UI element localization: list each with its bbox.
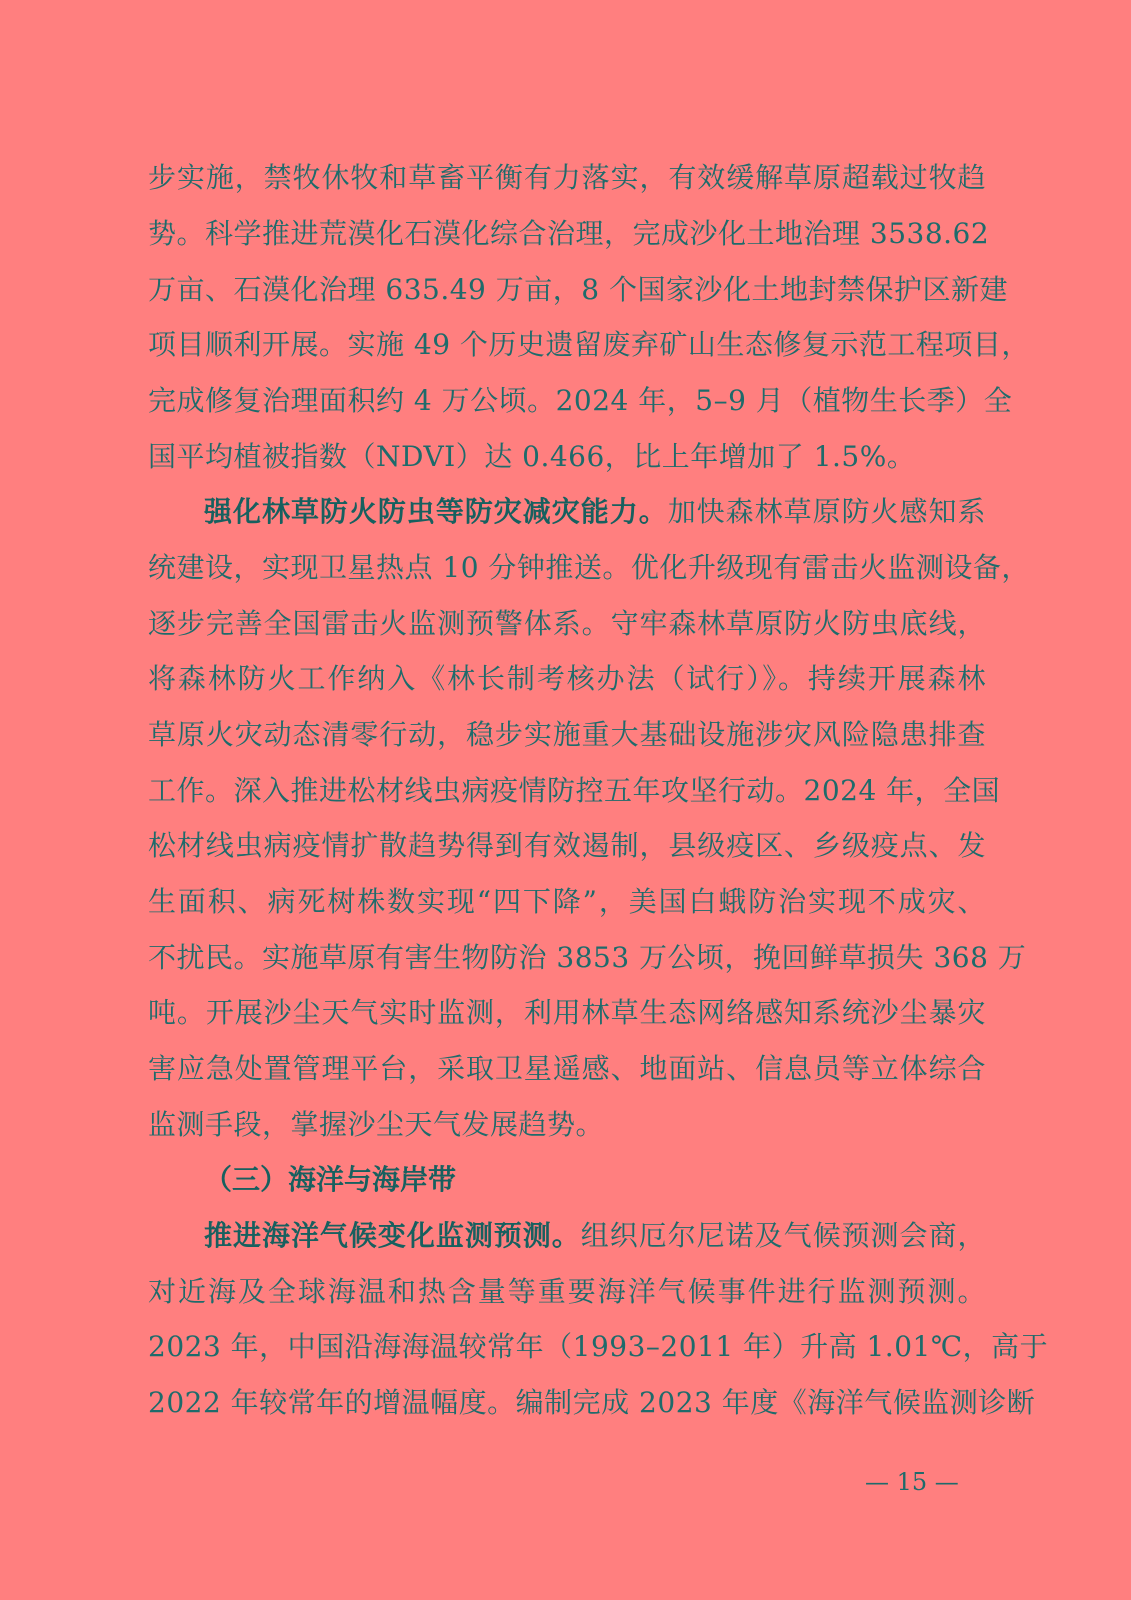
section-heading: （三）海洋与海岸带 xyxy=(204,1163,457,1196)
paragraph-line: 万亩、石漠化治理 635.49 万亩，8 个国家沙化土地封禁保护区新建 xyxy=(148,273,1008,306)
paragraph-first-line xyxy=(204,492,986,532)
paragraph-line: 逐步完善全国雷击火监测预警体系。守牢森林草原防火防虫底线， xyxy=(148,607,986,640)
paragraph-line: 2023 年，中国沿海海温较常年（1993–2011 年）升高 1.01℃，高于 xyxy=(148,1330,1049,1363)
paragraph-line: 草原火灾动态清零行动，稳步实施重大基础设施涉灾风险隐患排查 xyxy=(148,718,986,751)
paragraph-lead: 强化林草防火防虫等防灾减灾能力。 xyxy=(204,495,668,528)
paragraph-line: 2022 年较常年的增温幅度。编制完成 2023 年度《海洋气候监测诊断 xyxy=(148,1386,1036,1419)
paragraph-line: 对近海及全球海温和热含量等重要海洋气候事件进行监测预测。 xyxy=(148,1275,986,1308)
paragraph-line: 完成修复治理面积约 4 万公顷。2024 年，5–9 月（植物生长季）全 xyxy=(148,384,1013,417)
paragraph-line: 吨。开展沙尘天气实时监测，利用林草生态网络感知系统沙尘暴灾 xyxy=(148,996,986,1029)
paragraph-line: 国平均植被指数（NDVI）达 0.466，比上年增加了 1.5%。 xyxy=(148,440,916,473)
paragraph-text: 加快森林草原防火感知系 xyxy=(667,495,986,528)
paragraph-line: 步实施，禁牧休牧和草畜平衡有力落实，有效缓解草原超载过牧趋 xyxy=(148,161,986,194)
paragraph-line: 害应急处置管理平台，采取卫星遥感、地面站、信息员等立体综合 xyxy=(148,1052,986,1085)
paragraph-line: 统建设，实现卫星热点 10 分钟推送。优化升级现有雷击火监测设备， xyxy=(148,551,1030,584)
paragraph-line: 不扰民。实施草原有害生物防治 3853 万公顷，挽回鲜草损失 368 万 xyxy=(148,941,1027,974)
paragraph-line: 项目顺利开展。实施 49 个历史遗留废弃矿山生态修复示范工程项目， xyxy=(148,328,1030,361)
paragraph-line: 生面积、病死树株数实现“四下降”，美国白蛾防治实现不成灾、 xyxy=(148,885,986,918)
paragraph-text: 组织厄尔尼诺及气候预测会商， xyxy=(580,1219,986,1252)
paragraph-first-line xyxy=(204,1216,986,1256)
paragraph-line: 将森林防火工作纳入《林长制考核办法（试行）》。持续开展森林 xyxy=(148,662,986,695)
paragraph-lead: 推进海洋气候变化监测预测。 xyxy=(204,1219,581,1252)
page-number: — 15 — xyxy=(865,1468,959,1496)
paragraph-line: 工作。深入推进松材线虫病疫情防控五年攻坚行动。2024 年，全国 xyxy=(148,774,1001,807)
paragraph-line: 松材线虫病疫情扩散趋势得到有效遏制，县级疫区、乡级疫点、发 xyxy=(148,829,986,862)
paragraph-line: 势。科学推进荒漠化石漠化综合治理，完成沙化土地治理 3538.62 xyxy=(148,217,990,250)
paragraph-line: 监测手段，掌握沙尘天气发展趋势。 xyxy=(148,1108,605,1141)
